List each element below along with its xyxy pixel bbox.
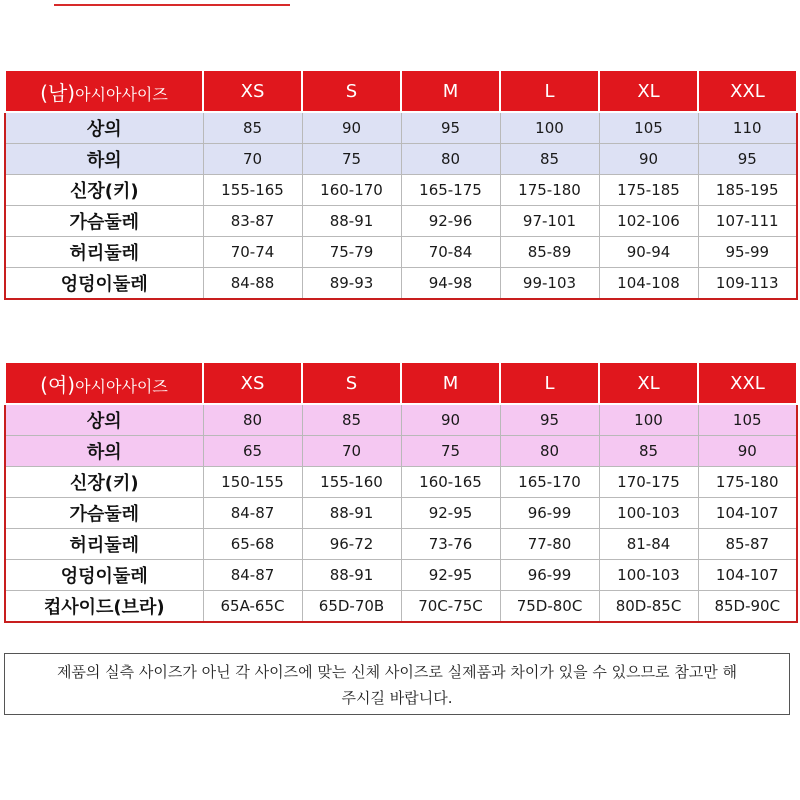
table-cell: 160-170	[302, 175, 401, 206]
table-cell: 84-87	[203, 498, 302, 529]
size-header-xxl: XXL	[698, 362, 797, 404]
table-cell: 75	[302, 144, 401, 175]
table-cell: 85-87	[698, 529, 797, 560]
table-cell: 85	[599, 436, 698, 467]
table-cell: 100-103	[599, 560, 698, 591]
table-cell: 175-180	[698, 467, 797, 498]
table-cell: 70-74	[203, 237, 302, 268]
table-cell: 110	[698, 112, 797, 144]
table-cell: 175-185	[599, 175, 698, 206]
table-cell: 80	[401, 144, 500, 175]
table-cell: 89-93	[302, 268, 401, 300]
table-cell: 175-180	[500, 175, 599, 206]
table-cell: 97-101	[500, 206, 599, 237]
table-cell: 96-99	[500, 560, 599, 591]
size-header-xl: XL	[599, 70, 698, 112]
row-label: 허리둘레	[5, 237, 203, 268]
table-cell: 73-76	[401, 529, 500, 560]
table-cell: 88-91	[302, 560, 401, 591]
table-cell: 92-96	[401, 206, 500, 237]
table-cell: 84-88	[203, 268, 302, 300]
table-row	[5, 206, 797, 237]
table-cell: 75	[401, 436, 500, 467]
row-label: 상의	[5, 112, 203, 144]
men-title-cell	[5, 70, 203, 112]
size-header-l: L	[500, 362, 599, 404]
size-header-s: S	[302, 362, 401, 404]
table-cell: 95-99	[698, 237, 797, 268]
table-cell: 105	[599, 112, 698, 144]
women-title-cell	[5, 362, 203, 404]
table-row	[5, 112, 797, 144]
row-label: 하의	[5, 144, 203, 175]
table-cell: 99-103	[500, 268, 599, 300]
table-cell: 155-165	[203, 175, 302, 206]
row-label: 신장(키)	[5, 175, 203, 206]
size-header-l: L	[500, 70, 599, 112]
table-cell: 85-89	[500, 237, 599, 268]
table-cell: 90	[698, 436, 797, 467]
table-cell: 104-107	[698, 560, 797, 591]
table-cell: 90	[401, 404, 500, 436]
table-cell: 100	[599, 404, 698, 436]
table-cell: 80	[203, 404, 302, 436]
table-cell: 85	[302, 404, 401, 436]
row-label: 엉덩이둘레	[5, 560, 203, 591]
table-cell: 70	[302, 436, 401, 467]
size-header-m: M	[401, 70, 500, 112]
men-title-label: 아시아사이즈	[75, 84, 168, 104]
table-cell: 165-175	[401, 175, 500, 206]
table-cell: 65D-70B	[302, 591, 401, 623]
table-cell: 100-103	[599, 498, 698, 529]
table-cell: 85	[500, 144, 599, 175]
table-cell: 100	[500, 112, 599, 144]
row-label: 하의	[5, 436, 203, 467]
table-row	[5, 529, 797, 560]
women-gender-label: (여)	[40, 372, 76, 397]
table-cell: 83-87	[203, 206, 302, 237]
row-label: 컵사이드(브라)	[5, 591, 203, 623]
table-cell: 90	[302, 112, 401, 144]
table-cell: 185-195	[698, 175, 797, 206]
size-disclaimer-note	[4, 653, 790, 715]
size-header-xs: XS	[203, 362, 302, 404]
table-cell: 81-84	[599, 529, 698, 560]
note-line-2: 주시길 바랍니다.	[341, 689, 453, 707]
table-cell: 96-99	[500, 498, 599, 529]
table-row	[5, 498, 797, 529]
table-cell: 90	[599, 144, 698, 175]
row-label: 가슴둘레	[5, 498, 203, 529]
table-cell: 92-95	[401, 498, 500, 529]
table-row	[5, 560, 797, 591]
women-size-table	[4, 361, 798, 623]
table-cell: 95	[401, 112, 500, 144]
table-cell: 80	[500, 436, 599, 467]
table-cell: 95	[500, 404, 599, 436]
table-row	[5, 175, 797, 206]
table-row	[5, 268, 797, 300]
men-gender-label: (남)	[40, 80, 76, 105]
table-row	[5, 404, 797, 436]
table-cell: 70	[203, 144, 302, 175]
table-row	[5, 467, 797, 498]
table-cell: 65A-65C	[203, 591, 302, 623]
table-cell: 92-95	[401, 560, 500, 591]
size-header-xxl: XXL	[698, 70, 797, 112]
row-label: 신장(키)	[5, 467, 203, 498]
table-cell: 105	[698, 404, 797, 436]
table-cell: 102-106	[599, 206, 698, 237]
size-header-xs: XS	[203, 70, 302, 112]
men-header-row	[5, 70, 797, 112]
men-size-table	[4, 69, 798, 300]
row-label: 허리둘레	[5, 529, 203, 560]
table-cell: 165-170	[500, 467, 599, 498]
table-cell: 84-87	[203, 560, 302, 591]
table-cell: 109-113	[698, 268, 797, 300]
table-row	[5, 591, 797, 623]
top-divider-line	[54, 4, 290, 6]
table-cell: 77-80	[500, 529, 599, 560]
table-cell: 104-107	[698, 498, 797, 529]
table-cell: 80D-85C	[599, 591, 698, 623]
table-cell: 65	[203, 436, 302, 467]
women-header-row	[5, 362, 797, 404]
size-header-s: S	[302, 70, 401, 112]
table-cell: 96-72	[302, 529, 401, 560]
table-cell: 170-175	[599, 467, 698, 498]
size-header-xl: XL	[599, 362, 698, 404]
table-cell: 95	[698, 144, 797, 175]
note-line-1: 제품의 실측 사이즈가 아닌 각 사이즈에 맞는 신체 사이즈로 실제품과 차이가 있을 수 있으므로 참고만 해	[56, 663, 738, 681]
table-cell: 88-91	[302, 498, 401, 529]
women-title-label: 아시아사이즈	[75, 376, 168, 396]
table-cell: 94-98	[401, 268, 500, 300]
row-label: 가슴둘레	[5, 206, 203, 237]
table-cell: 155-160	[302, 467, 401, 498]
table-row	[5, 144, 797, 175]
table-cell: 90-94	[599, 237, 698, 268]
table-cell: 88-91	[302, 206, 401, 237]
table-cell: 65-68	[203, 529, 302, 560]
table-cell: 104-108	[599, 268, 698, 300]
table-cell: 70C-75C	[401, 591, 500, 623]
table-cell: 85D-90C	[698, 591, 797, 623]
table-cell: 160-165	[401, 467, 500, 498]
table-cell: 75D-80C	[500, 591, 599, 623]
table-row	[5, 237, 797, 268]
table-cell: 150-155	[203, 467, 302, 498]
table-cell: 70-84	[401, 237, 500, 268]
table-cell: 85	[203, 112, 302, 144]
row-label: 엉덩이둘레	[5, 268, 203, 300]
row-label: 상의	[5, 404, 203, 436]
table-row	[5, 436, 797, 467]
table-cell: 107-111	[698, 206, 797, 237]
size-header-m: M	[401, 362, 500, 404]
table-cell: 75-79	[302, 237, 401, 268]
